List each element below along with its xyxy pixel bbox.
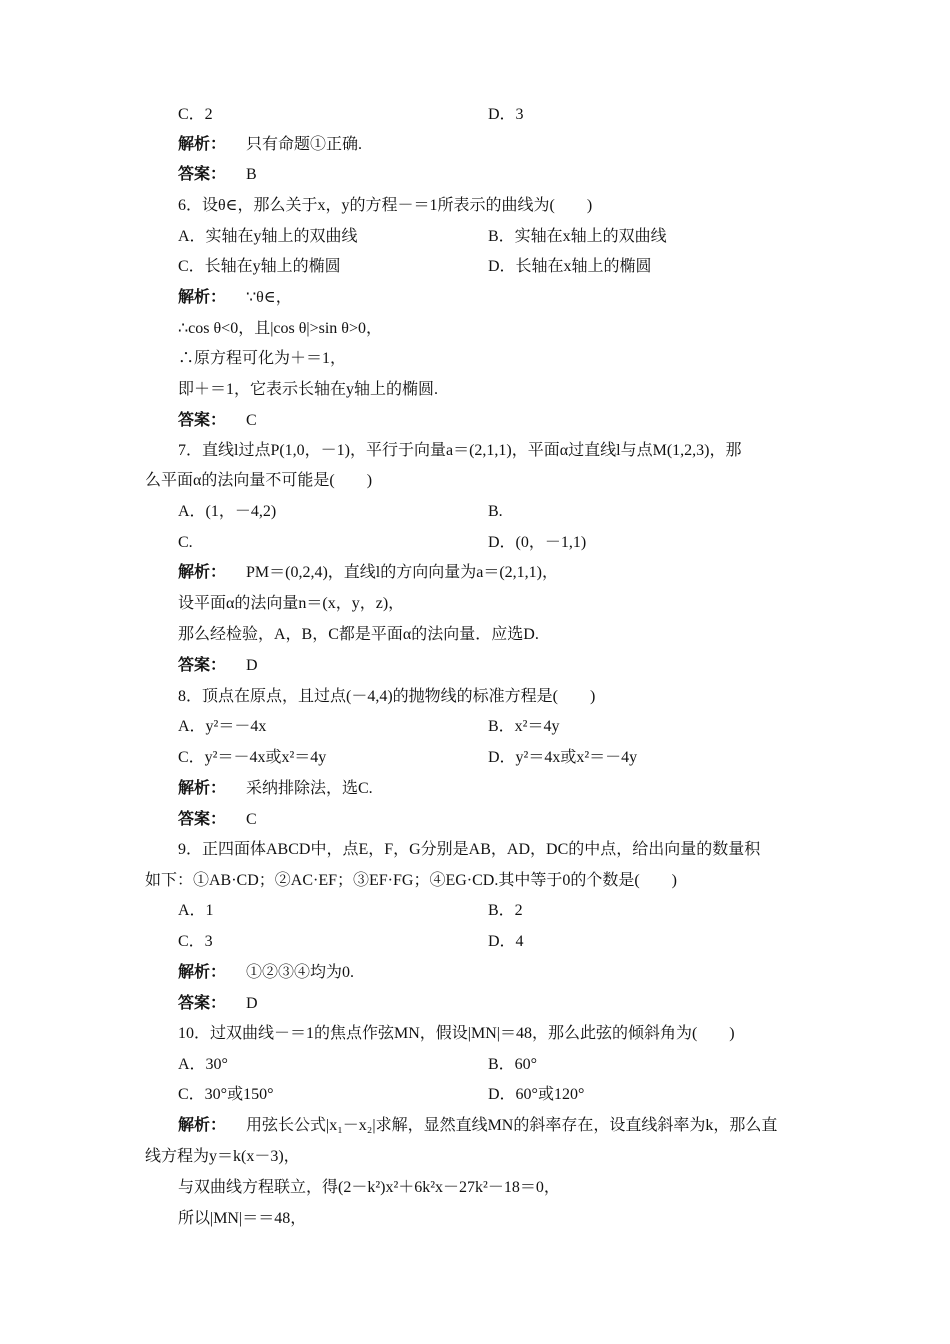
- q6-analysis: 解析： ∵θ∈，: [178, 289, 292, 306]
- q10-option-b: B．60°: [488, 1056, 538, 1073]
- q7-analysis-line: 那么经检验，A，B，C都是平面α的法向量．应选D.: [178, 626, 539, 643]
- q7-option-c: C.: [178, 534, 193, 551]
- q7-analysis-line: 设平面α的法向量n＝(x，y，z)，: [178, 595, 405, 612]
- q6-answer: 答案： C: [178, 412, 257, 429]
- q6-option-a: A．实轴在y轴上的双曲线: [178, 228, 358, 245]
- q6-stem: 6．设θ∈，那么关于x，y的方程－＝1所表示的曲线为( ): [178, 197, 593, 214]
- q7-stem: 7．直线l过点P(1,0，－1)，平行于向量a＝(2,1,1)，平面α过直线l与点M(1,2,3)，那: [178, 442, 742, 459]
- q10-option-c: C．30°或150°: [178, 1086, 274, 1103]
- q7-option-a: A．(1，－4,2): [178, 503, 277, 520]
- q8-option-b: B．x²＝4y: [488, 718, 560, 735]
- q7-analysis: 解析： PM＝(0,2,4)，直线l的方向向量为a＝(2,1,1)，: [178, 564, 558, 581]
- q6-option-b: B．实轴在x轴上的双曲线: [488, 228, 667, 245]
- q5-analysis: 解析： 只有命题①正确.: [178, 136, 363, 153]
- q9-option-b: B．2: [488, 902, 523, 919]
- q6-analysis-line: ∴cos θ<0，且|cos θ|>sin θ>0，: [178, 320, 382, 337]
- q10-analysis-line: 所以|MN|＝＝48，: [178, 1210, 307, 1227]
- q6-option-d: D．长轴在x轴上的椭圆: [488, 258, 652, 275]
- q9-option-d: D．4: [488, 933, 524, 950]
- q8-answer: 答案： C: [178, 811, 257, 828]
- q7-option-b: B.: [488, 503, 503, 520]
- q9-stem: 9．正四面体ABCD中，点E，F，G分别是AB，AD，DC的中点，给出向量的数量积: [178, 841, 761, 858]
- q9-answer: 答案： D: [178, 995, 258, 1012]
- q7-stem-continued: 么平面α的法向量不可能是( ): [145, 472, 373, 489]
- q5-option-c: C．2: [178, 106, 213, 123]
- q8-option-c: C．y²＝－4x或x²＝4y: [178, 749, 327, 766]
- q7-option-d: D．(0，－1,1): [488, 534, 587, 551]
- q8-stem: 8．顶点在原点，且过点(－4,4)的抛物线的标准方程是( ): [178, 688, 596, 705]
- q7-answer: 答案： D: [178, 657, 258, 674]
- q6-analysis-line: ∴原方程可化为＋＝1，: [178, 350, 347, 367]
- q8-option-d: D．y²＝4x或x²＝－4y: [488, 749, 638, 766]
- q9-stem-continued: 如下：①AB·CD；②AC·EF；③EF·FG；④EG·CD.其中等于0的个数是( ): [145, 872, 678, 889]
- q10-option-a: A．30°: [178, 1056, 228, 1073]
- q9-analysis: 解析： ①②③④均为0.: [178, 964, 355, 981]
- q9-option-a: A．1: [178, 902, 214, 919]
- q5-option-d: D．3: [488, 106, 524, 123]
- q6-analysis-line: 即＋＝1，它表示长轴在y轴上的椭圆.: [178, 381, 439, 398]
- q10-option-d: D．60°或120°: [488, 1086, 585, 1103]
- q6-option-c: C．长轴在y轴上的椭圆: [178, 258, 341, 275]
- q8-analysis: 解析： 采纳排除法，选C.: [178, 780, 373, 797]
- q10-stem: 10．过双曲线－＝1的焦点作弦MN，假设|MN|＝48，那么此弦的倾斜角为( ): [178, 1025, 735, 1042]
- q8-option-a: A．y²＝－4x: [178, 718, 267, 735]
- q10-analysis-continued: 线方程为y＝k(x－3)，: [145, 1148, 300, 1165]
- q10-analysis-line: 与双曲线方程联立，得(2－k²)x²＋6k²x－27k²－18＝0，: [178, 1179, 560, 1196]
- q5-answer: 答案： B: [178, 166, 257, 183]
- q9-option-c: C．3: [178, 933, 213, 950]
- q10-analysis: 解析： 用弦长公式|x₁－x₂|求解，显然直线MN的斜率存在，设直线斜率为k，那么直: [178, 1117, 778, 1134]
